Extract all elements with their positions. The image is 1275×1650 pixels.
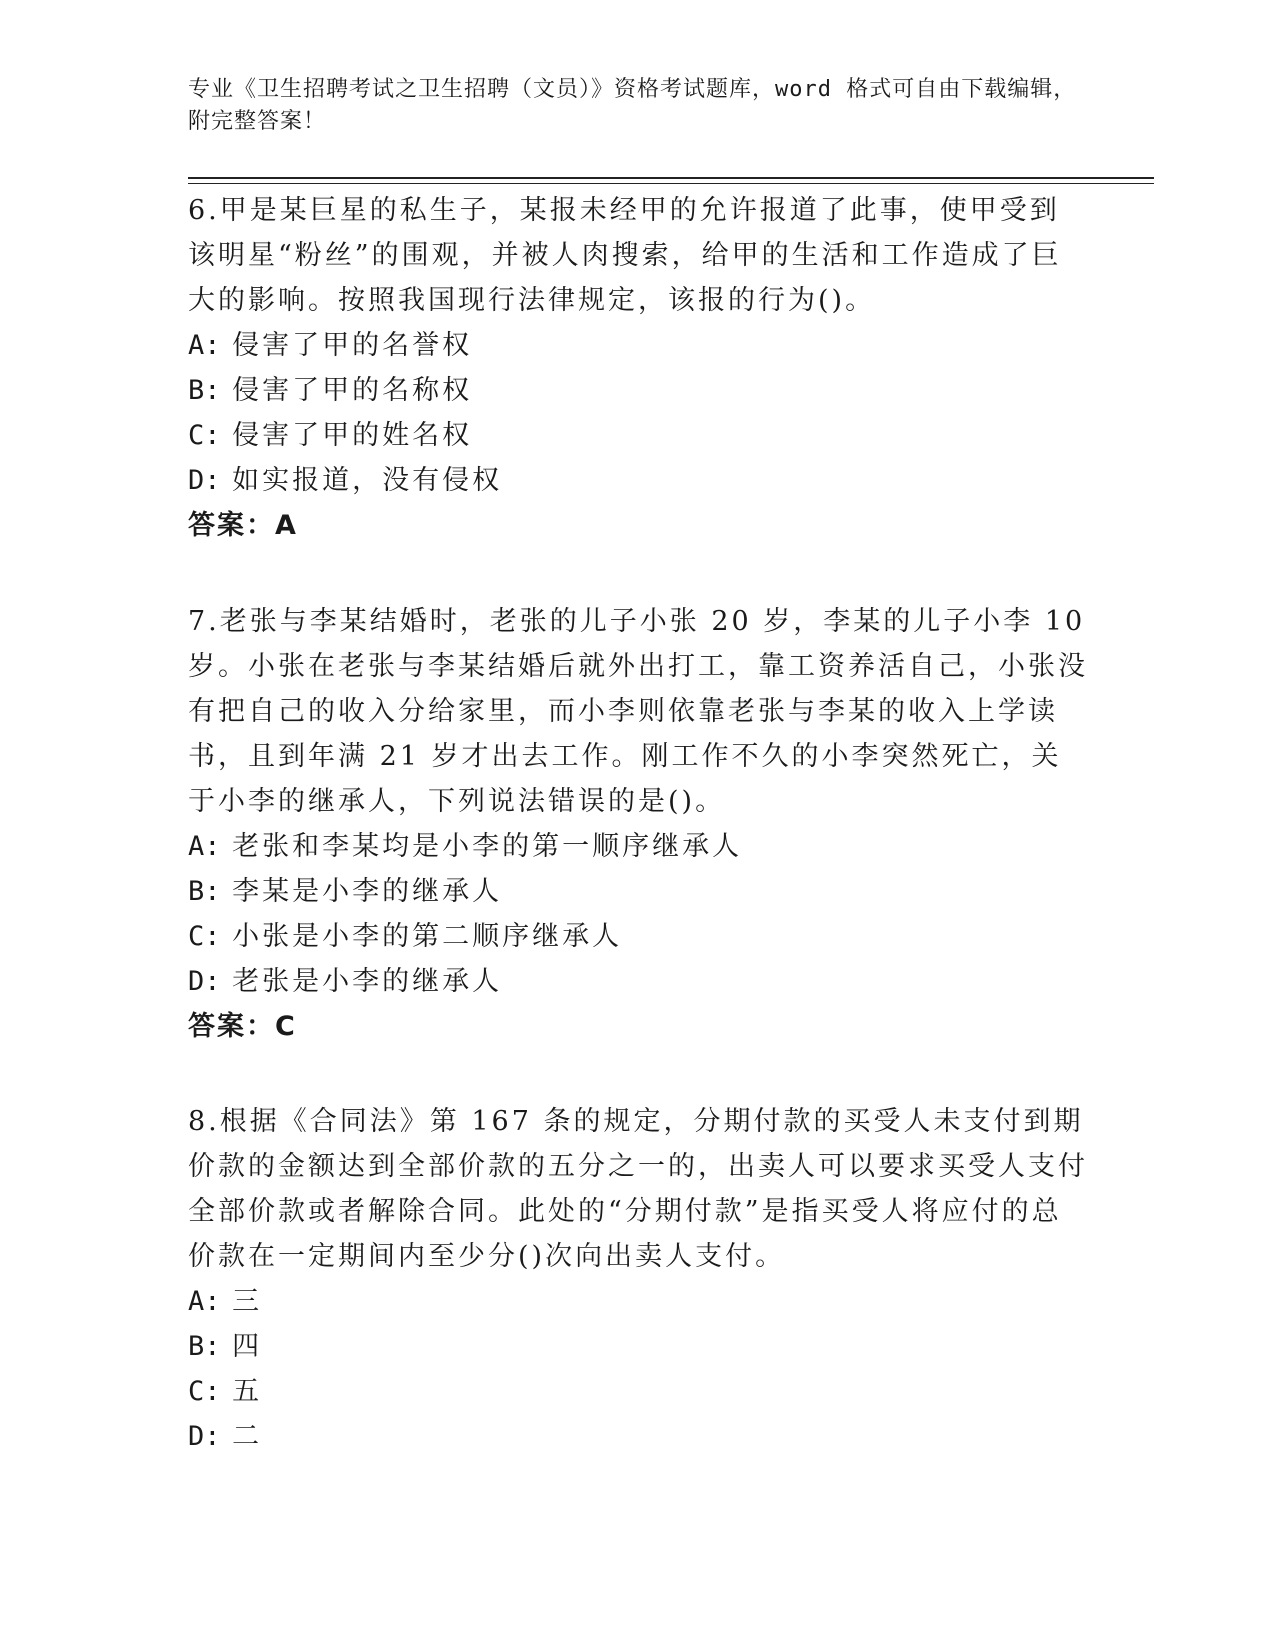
- option-b: [188, 869, 1088, 914]
- question-body: 根据《合同法》第 167 条的规定，分期付款的买受人未支付到期价款的金额达到全部价款的五分之一的，出卖人可以要求买受人支付全部价款或者解除合同。此处的“分期付款”是指买受人将应付的总价款在一定期间内至少分()次向出卖人支付。: [188, 1106, 1088, 1272]
- header-divider-thin: [188, 183, 1154, 184]
- option-text: 如实报道，没有侵权: [232, 465, 503, 496]
- option-key: C:: [188, 420, 221, 451]
- option-key: D:: [188, 1421, 221, 1452]
- option-key: B:: [188, 1331, 221, 1362]
- answer: 答案：A: [188, 510, 298, 541]
- option-text: 侵害了甲的名称权: [232, 375, 473, 406]
- question-6: [188, 188, 1088, 548]
- option-b: [188, 1324, 1088, 1369]
- question-number: 7.: [188, 606, 220, 637]
- option-key: D:: [188, 465, 221, 496]
- option-c: [188, 413, 1088, 458]
- option-text: 侵害了甲的名誉权: [232, 330, 473, 361]
- question-text: [188, 188, 1088, 323]
- option-c: [188, 1369, 1088, 1414]
- option-key: B:: [188, 876, 221, 907]
- question-text: [188, 599, 1088, 824]
- question-body: 老张与李某结婚时，老张的儿子小张 20 岁，李某的儿子小李 10 岁。小张在老张与李某结婚后就外出打工，靠工资养活自己，小张没有把自己的收入分给家里，而小李则依靠老张与李某的收入上学读书，且到年满 21 岁才出去工作。刚工作不久的小李突然死亡，关于小李的继承人，下列说法错误的是()。: [188, 606, 1088, 817]
- option-key: A:: [188, 1286, 221, 1317]
- option-key: B:: [188, 375, 221, 406]
- option-c: [188, 914, 1088, 959]
- option-d: [188, 458, 1088, 503]
- option-d: [188, 1414, 1088, 1459]
- option-text: 四: [232, 1331, 263, 1362]
- question-8: [188, 1099, 1088, 1459]
- document-header: 专业《卫生招聘考试之卫生招聘（文员）》资格考试题库，word 格式可自由下载编辑，附完整答案！: [188, 77, 1077, 134]
- option-text: 五: [232, 1376, 263, 1407]
- header-divider: [188, 177, 1154, 179]
- question-number: 6.: [188, 195, 220, 226]
- option-text: 老张是小李的继承人: [232, 966, 503, 997]
- option-text: 侵害了甲的姓名权: [232, 420, 473, 451]
- option-text: 老张和李某均是小李的第一顺序继承人: [232, 831, 743, 862]
- question-body: 甲是某巨星的私生子，某报未经甲的允许报道了此事，使甲受到该明星“粉丝”的围观，并被人肉搜索，给甲的生活和工作造成了巨大的影响。按照我国现行法律规定，该报的行为()。: [188, 195, 1062, 316]
- option-text: 小张是小李的第二顺序继承人: [232, 921, 623, 952]
- option-text: 二: [232, 1421, 263, 1452]
- option-key: A:: [188, 831, 221, 862]
- question-7: [188, 599, 1088, 1049]
- option-key: A:: [188, 330, 221, 361]
- option-key: C:: [188, 921, 221, 952]
- option-a: [188, 1279, 1088, 1324]
- option-a: [188, 824, 1088, 869]
- option-d: [188, 959, 1088, 1004]
- question-number: 8.: [188, 1106, 220, 1137]
- question-text: [188, 1099, 1088, 1279]
- answer: 答案：C: [188, 1011, 297, 1042]
- option-key: C:: [188, 1376, 221, 1407]
- option-text: 李某是小李的继承人: [232, 876, 503, 907]
- option-text: 三: [232, 1286, 263, 1317]
- option-b: [188, 368, 1088, 413]
- option-key: D:: [188, 966, 221, 997]
- option-a: [188, 323, 1088, 368]
